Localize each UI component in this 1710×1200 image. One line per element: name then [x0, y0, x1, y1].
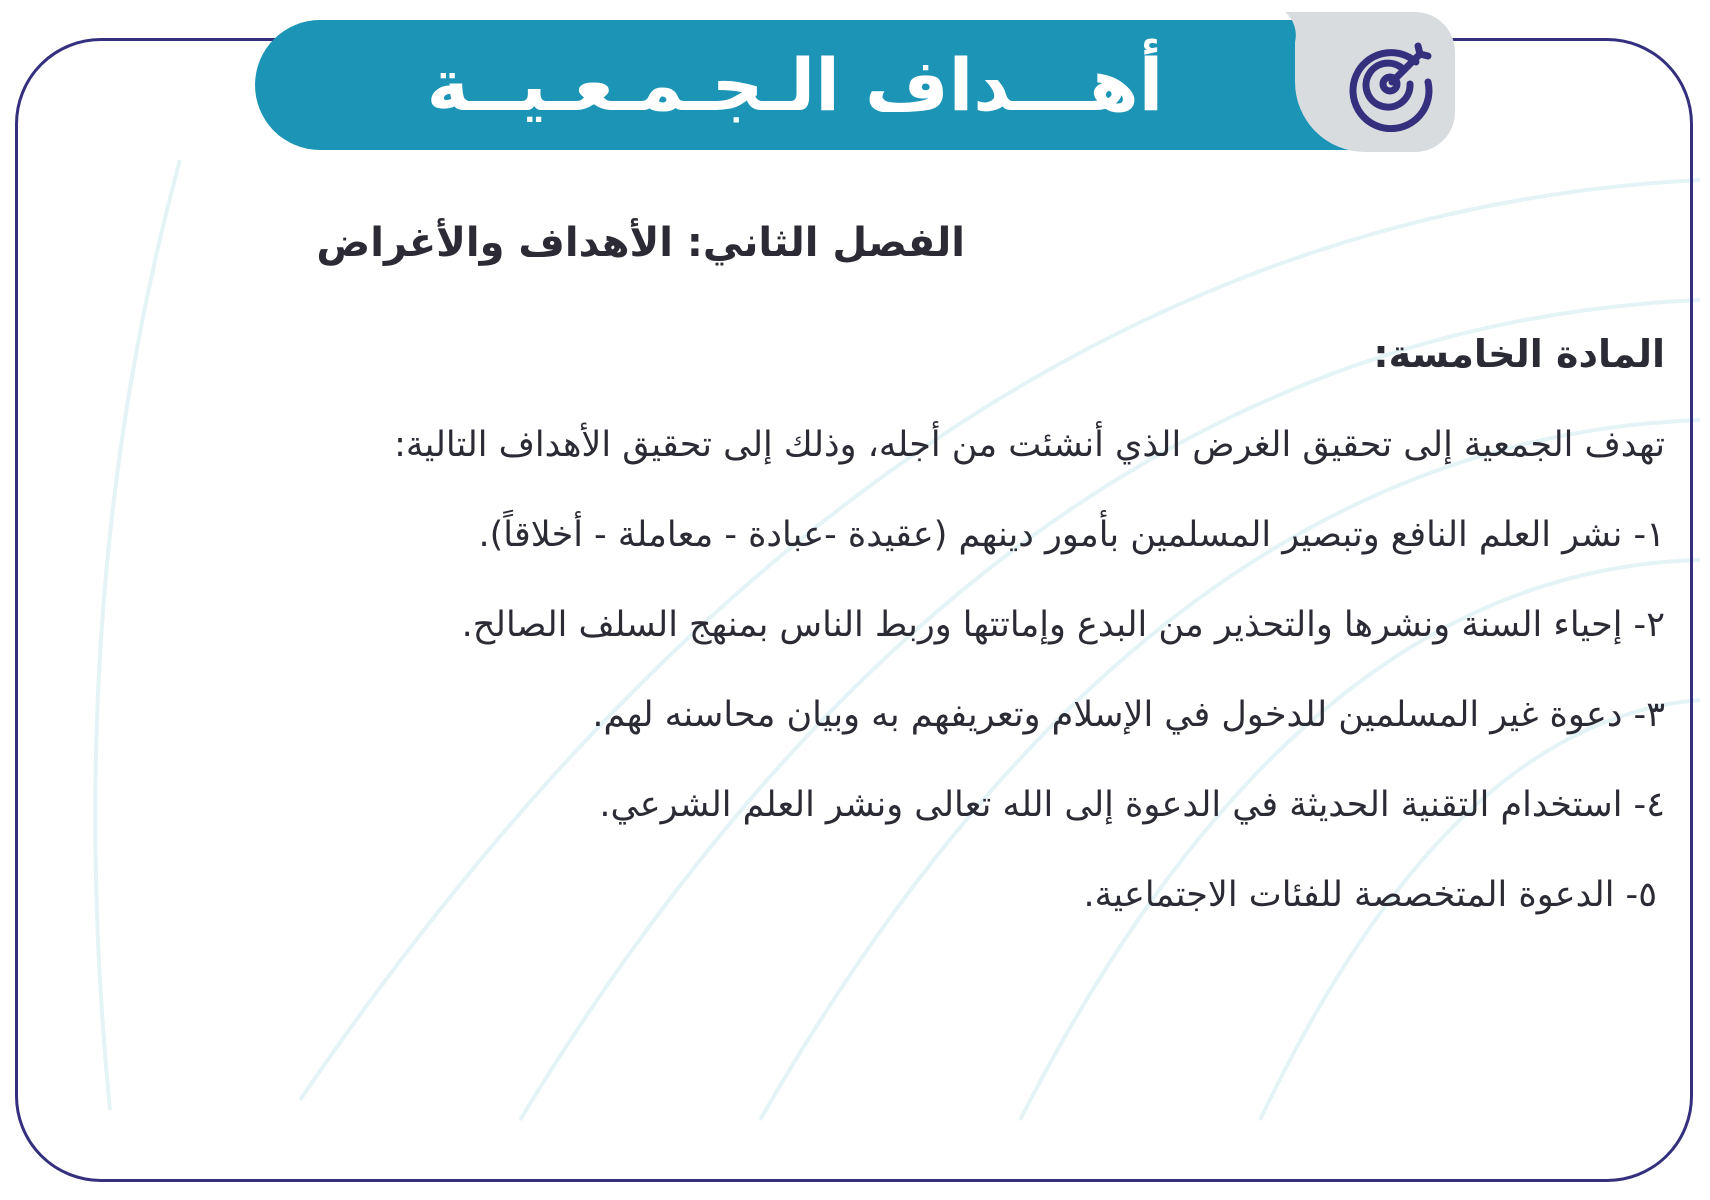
page-title: أهـــداف الـجـمـعـيــة	[426, 43, 1164, 127]
goal-item-1: ١- نشر العلم النافع وتبصير المسلمين بأمور دينهم (عقيدة -عبادة - معاملة - أخلاقاً).	[478, 515, 1665, 555]
intro-text: تهدف الجمعية إلى تحقيق الغرض الذي أنشئت من أجله، وذلك إلى تحقيق الأهداف التالية:	[394, 425, 1665, 465]
target-icon	[1340, 32, 1440, 132]
goal-item-3: ٣- دعوة غير المسلمين للدخول في الإسلام وتعريفهم به وبيان محاسنه لهم.	[592, 695, 1665, 735]
chapter-heading: الفصل الثاني: الأهداف والأغراض	[316, 220, 965, 266]
title-banner	[255, 20, 1415, 150]
goal-item-4: ٤- استخدام التقنية الحديثة في الدعوة إلى الله تعالى ونشر العلم الشرعي.	[599, 785, 1665, 825]
goal-item-2: ٢- إحياء السنة ونشرها والتحذير من البدع وإماتتها وربط الناس بمنهج السلف الصالح.	[461, 605, 1665, 645]
goal-item-5: ٥- الدعوة المتخصصة للفئات الاجتماعية.	[1083, 875, 1657, 915]
article-heading: المادة الخامسة:	[1373, 332, 1665, 376]
